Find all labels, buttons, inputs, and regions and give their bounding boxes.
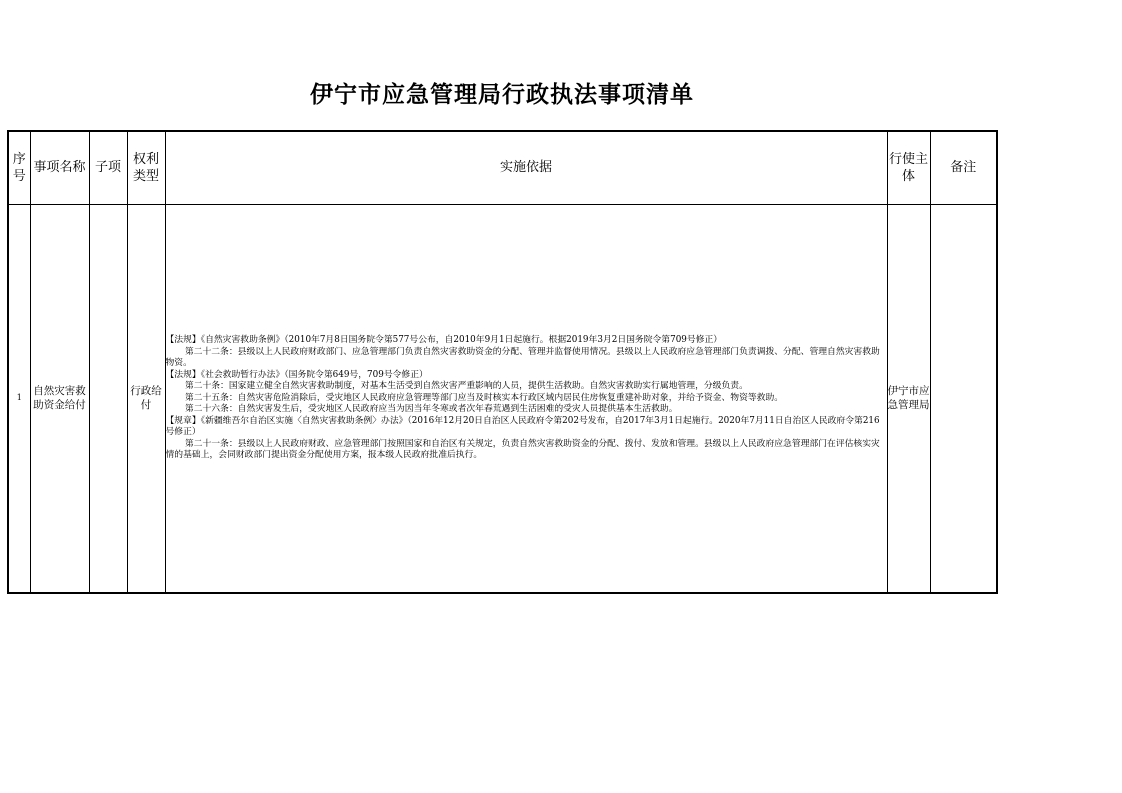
header-power-type: 权利类型 (127, 131, 165, 204)
basis-regulation-title: 【法规】《自然灾害救助条例》（2010年7月8日国务院令第577号公布，自2010年9月1日起施行。根据2019年3月2日国务院令第709号修正） (165, 335, 723, 345)
header-no: 序号 (8, 131, 30, 204)
basis-article: 第二十五条：自然灾害危险消除后，受灾地区人民政府应急管理等部门应当及时核实本行政区域内居民住房恢复重建补助对象，并给予资金、物资等救助。 (184, 392, 784, 403)
header-subject: 行使主体 (887, 131, 930, 204)
basis-article: 第二十六条：自然灾害发生后，受灾地区人民政府应当为因当年冬寒或者次年春荒遇到生活困难的受灾人员提供基本生活救助。 (184, 404, 678, 414)
table-header-row (8, 131, 997, 204)
basis-article: 第二十条：国家建立健全自然灾害救助制度，对基本生活受到自然灾害严重影响的人员，提供生活救助。自然灾害救助实行属地管理，分级负责。 (184, 381, 748, 391)
header-sub-item: 子项 (89, 131, 127, 204)
enforcement-items-table (7, 130, 998, 594)
basis-regulation-title: 【规章】《新疆维吾尔自治区实施〈自然灾害救助条例〉办法》（2016年12月20日自治区人民政府令第202号发布，自2017年3月1日起施行。2020年7月11日自治区人民政府令第216号修正） (165, 415, 880, 437)
row-basis (165, 204, 887, 593)
row-item-name: 自然灾害救助资金给付 (30, 204, 89, 593)
header-basis: 实施依据 (165, 131, 887, 204)
header-remark: 备注 (930, 131, 997, 204)
row-subject: 伊宁市应急管理局 (887, 204, 930, 593)
basis-article: 第二十二条：县级以上人民政府财政部门、应急管理部门负责自然灾害救助资金的分配、管理并监督使用情况。县级以上人民政府应急管理部门负责调拨、分配、管理自然灾害救助物资。 (165, 346, 880, 368)
basis-article: 第二十一条：县级以上人民政府财政、应急管理部门按照国家和自治区有关规定，负责自然灾害救助资金的分配、拨付、发放和管理。县级以上人民政府应急管理部门在评估核实灾情的基础上，会同财政部门提出资金分配使用方案，报本级人民政府批准后执行。 (165, 438, 880, 460)
row-power-type: 行政给付 (127, 204, 165, 593)
basis-regulation-title: 【法规】《社会救助暂行办法》（国务院令第649号，709号令修正） (165, 369, 428, 380)
row-no: 1 (8, 204, 30, 593)
header-item-name: 事项名称 (30, 131, 89, 204)
page-title: 伊宁市应急管理局行政执法事项清单 (310, 82, 694, 108)
table-row (8, 204, 997, 593)
row-remark (930, 204, 997, 593)
row-sub-item (89, 204, 127, 593)
